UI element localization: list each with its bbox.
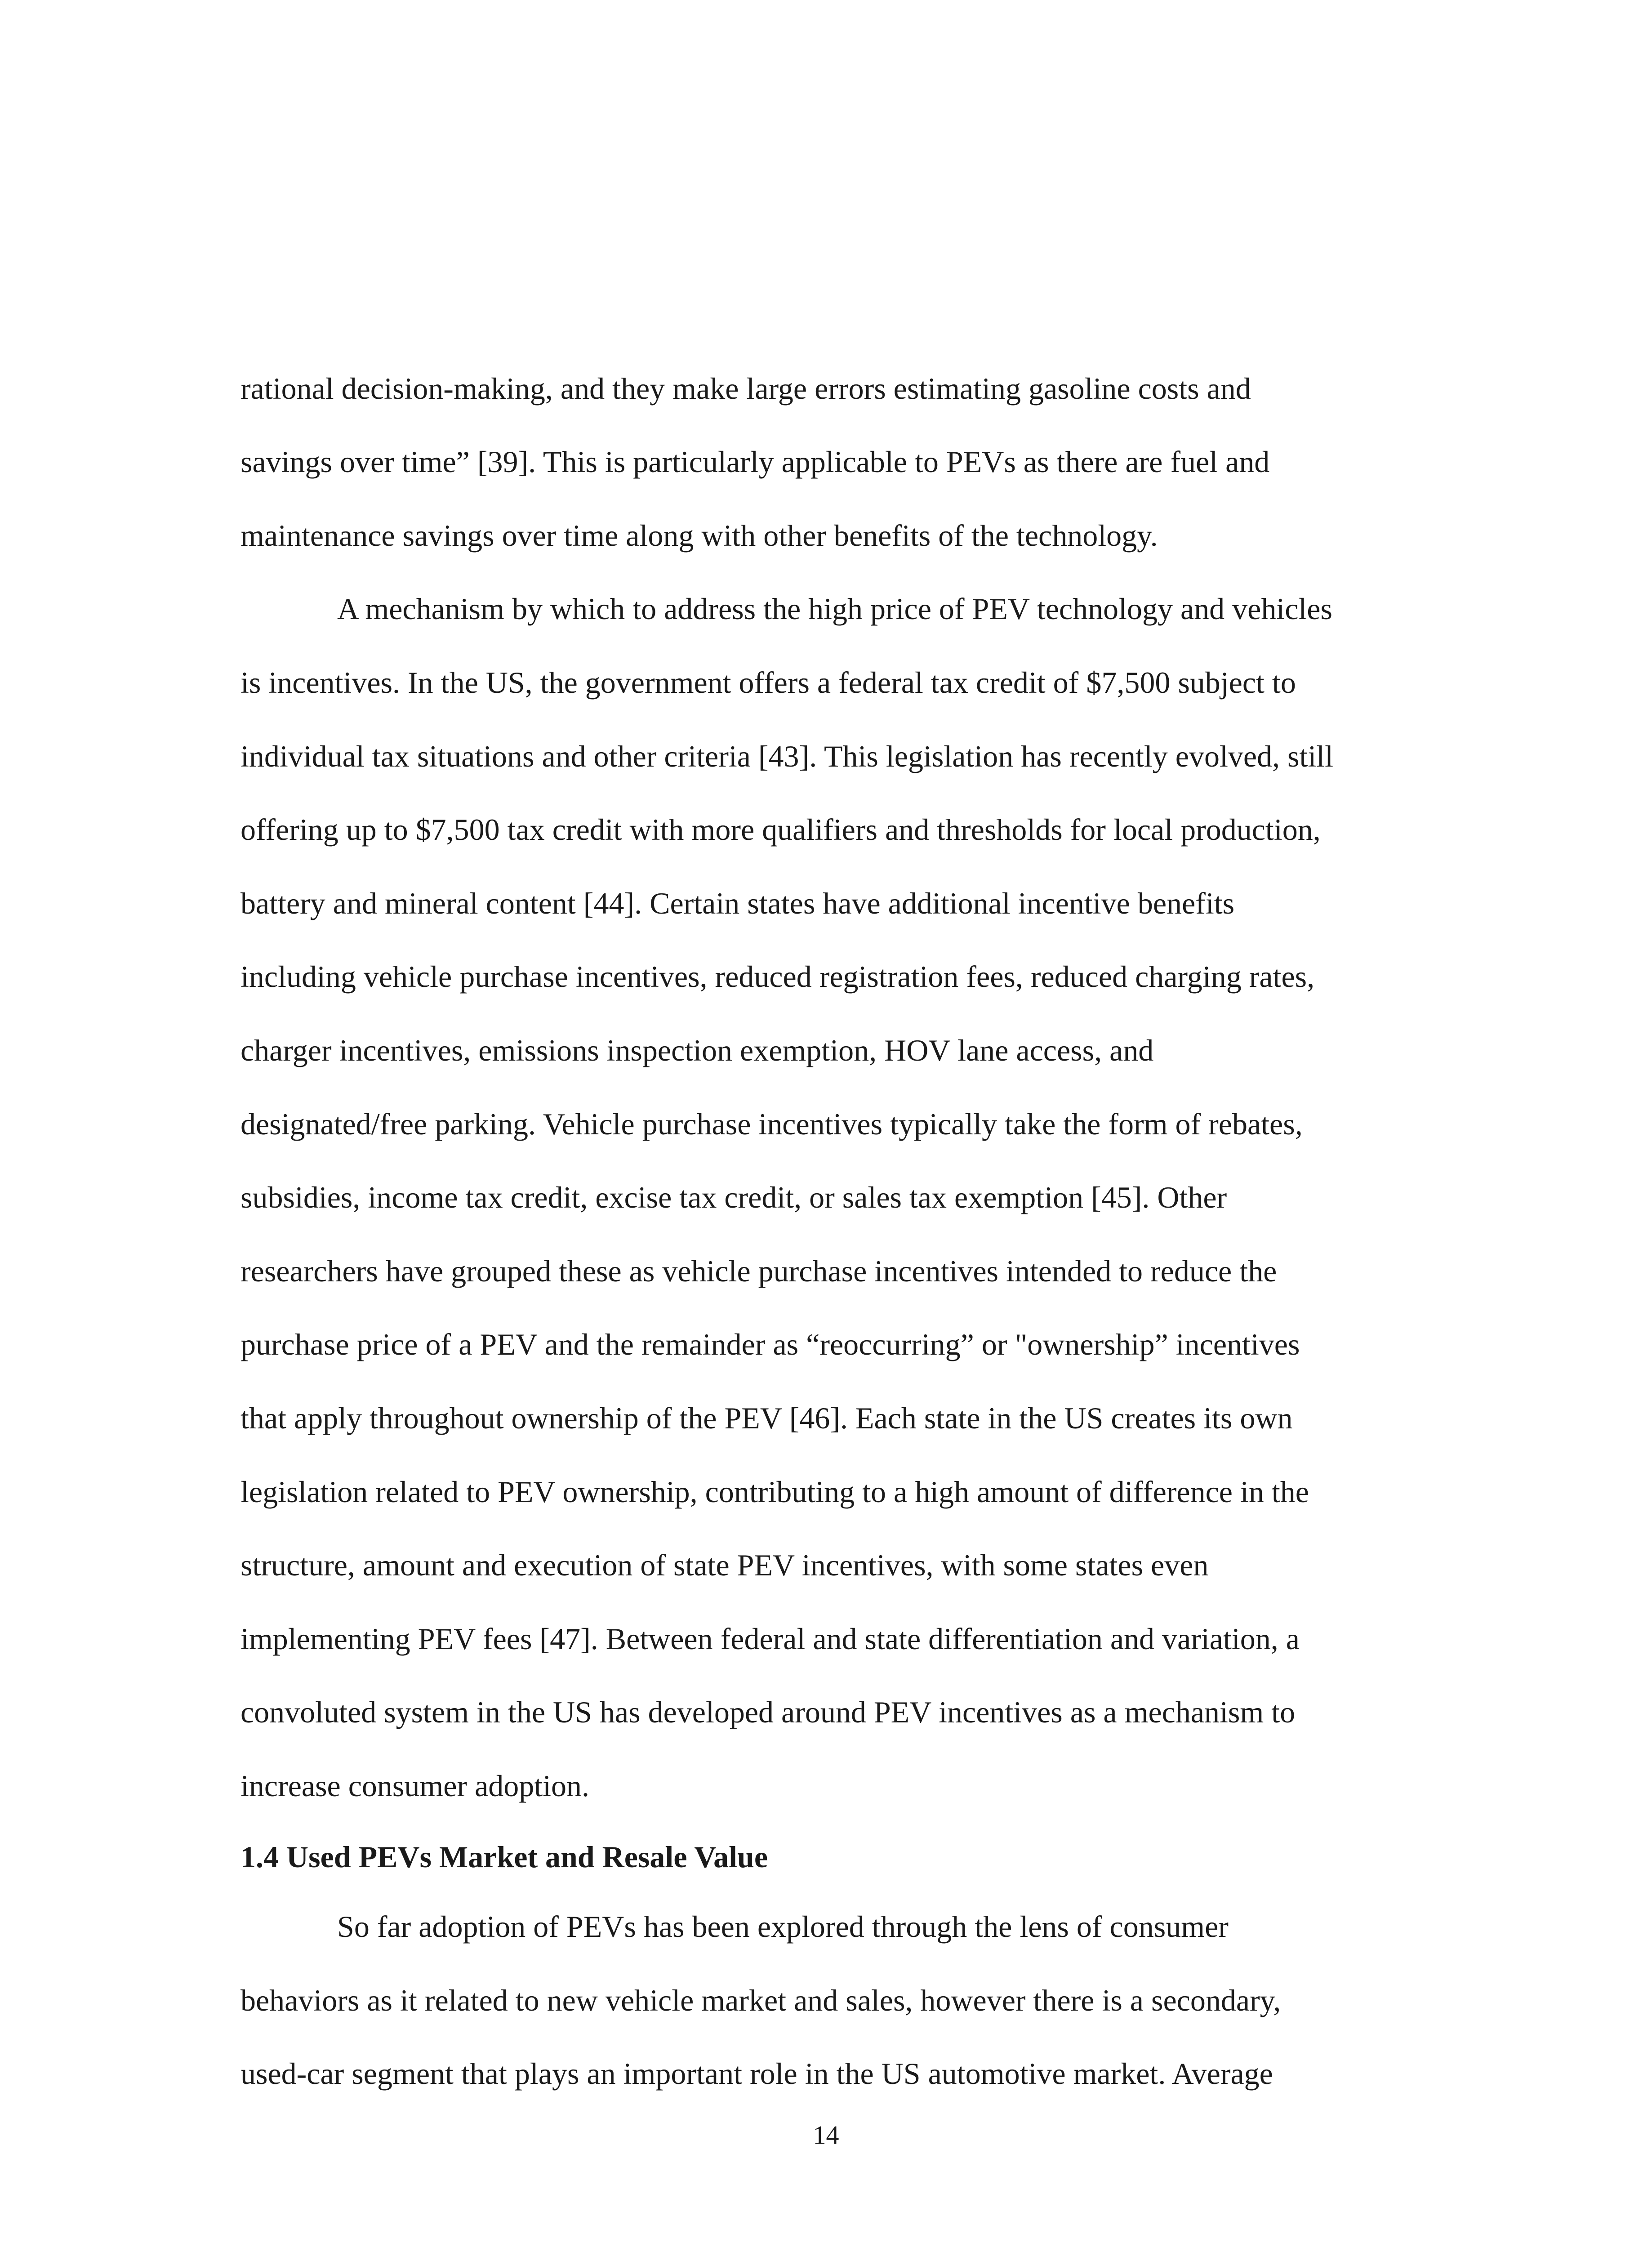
body-text-line: maintenance savings over time along with other benefits of the technology. [240,518,1158,553]
paragraph-first-line: A mechanism by which to address the high price of PEV technology and vehicles [337,592,1332,626]
body-text-line: used-car segment that plays an important role in the US automotive market. Average [240,2056,1273,2091]
body-text-line: battery and mineral content [44]. Certain states have additional incentive benefits [240,886,1235,920]
body-text-line: that apply throughout ownership of the PEV [46]. Each state in the US creates its own [240,1401,1293,1435]
body-text-line: increase consumer adoption. [240,1769,590,1803]
body-text-line: convoluted system in the US has developed around PEV incentives as a mechanism to [240,1695,1296,1729]
body-text-line: designated/free parking. Vehicle purchase incentives typically take the form of rebates, [240,1107,1303,1141]
body-text-line: legislation related to PEV ownership, contributing to a high amount of difference in the [240,1475,1309,1509]
body-text-line: implementing PEV fees [47]. Between federal and state differentiation and variation, a [240,1622,1300,1656]
body-text-line: subsidies, income tax credit, excise tax credit, or sales tax exemption [45]. Other [240,1180,1227,1214]
body-text-line: rational decision-making, and they make large errors estimating gasoline costs and [240,371,1251,406]
body-text-line: individual tax situations and other criteria [43]. This legislation has recently evolved, still [240,739,1334,773]
body-text-line: including vehicle purchase incentives, reduced registration fees, reduced charging rates, [240,959,1315,994]
page-number: 14 [813,2120,839,2150]
body-text-line: is incentives. In the US, the government offers a federal tax credit of $7,500 subject to [240,665,1296,700]
body-text-line: structure, amount and execution of state PEV incentives, with some states even [240,1548,1209,1582]
body-text-line: researchers have grouped these as vehicle purchase incentives intended to reduce the [240,1254,1277,1288]
section-heading: 1.4 Used PEVs Market and Resale Value [240,1840,768,1874]
body-text-line: offering up to $7,500 tax credit with more qualifiers and thresholds for local production, [240,812,1321,847]
body-text-line: charger incentives, emissions inspection exemption, HOV lane access, and [240,1033,1154,1067]
body-text-line: behaviors as it related to new vehicle market and sales, however there is a secondary, [240,1983,1281,2017]
body-text-line: purchase price of a PEV and the remainder as “reoccurring” or "ownership” incentives [240,1327,1300,1361]
body-text-line: savings over time” [39]. This is particularly applicable to PEVs as there are fuel and [240,445,1270,479]
paragraph-first-line: So far adoption of PEVs has been explored through the lens of consumer [337,1909,1229,1944]
